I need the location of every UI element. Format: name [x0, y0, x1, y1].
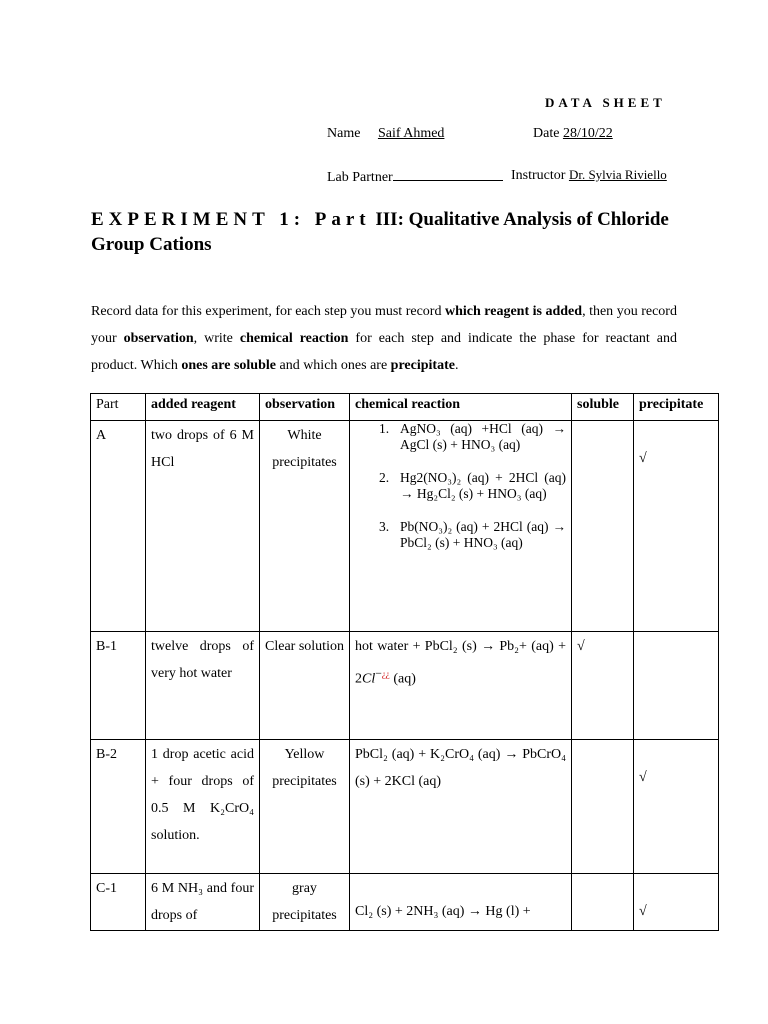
header-part: Part	[91, 394, 146, 421]
cell-reagent: 1 drop acetic acid + four drops of 0.5 M K₂CrO₄ solution.	[146, 740, 260, 874]
cell-observation: gray precipitates	[260, 874, 350, 931]
intro-bold: which reagent is added	[444, 304, 583, 319]
reaction-text: Pb(NO₃)₂ (aq) + 2HCl (aq) → PbCl₂ (s) + HNO₃ (aq)	[400, 519, 566, 550]
intro-text: , write	[193, 331, 240, 346]
cell-soluble	[572, 740, 634, 874]
cell-reaction: PbCl₂ (aq) + K₂CrO₄ (aq) → PbCrO₄ (s) + 2KCl (aq)	[350, 740, 572, 874]
experiment-title	[91, 207, 711, 257]
header-observation: observation	[260, 394, 350, 421]
data-table	[90, 393, 719, 931]
intro-text: for each step and indicate the phase for reactant and product. Which	[91, 331, 678, 373]
name-value: Saif Ahmed	[377, 126, 445, 141]
cell-reagent: 6 M NH₃ and four drops of	[146, 874, 260, 931]
table-row	[91, 874, 719, 931]
cell-soluble-check: √	[572, 632, 634, 740]
name-label: Name	[327, 126, 361, 141]
intro-bold: ones are soluble	[181, 358, 276, 373]
reaction-text: (aq)	[389, 671, 416, 687]
table-row	[91, 632, 719, 740]
header-added-reagent: added reagent	[146, 394, 260, 421]
reaction-ion: Cl	[362, 671, 376, 687]
cell-soluble	[572, 874, 634, 931]
instructor-label: Instructor	[511, 168, 566, 183]
intro-text: , then you record your	[91, 304, 677, 346]
name-line	[327, 126, 444, 142]
instructor-value: Dr. Sylvia Riviello	[568, 167, 667, 182]
cell-part: B-2	[91, 740, 146, 874]
reaction-marker: ¿¿	[381, 669, 390, 679]
header-soluble: soluble	[572, 394, 634, 421]
cell-reagent: two drops of 6 M HCl	[146, 421, 260, 632]
experiment-title-spaced: EXPERIMENT 1: Part	[91, 209, 371, 230]
reaction-item	[355, 421, 566, 453]
cell-precipitate-check: √	[634, 421, 719, 632]
cell-reaction: Cl₂ (s) + 2NH₃ (aq) → Hg (l) +	[350, 874, 572, 931]
cell-reaction	[350, 421, 572, 632]
intro-bold: observation	[123, 331, 194, 346]
lab-partner-line	[327, 167, 503, 186]
reaction-number: 2.	[379, 470, 390, 485]
lab-partner-label: Lab Partner	[327, 170, 393, 185]
experiment-title-rest: III: Qualitative Analysis of Chloride Group Cations	[91, 209, 669, 255]
table-row	[91, 421, 719, 632]
instructions-paragraph	[91, 298, 677, 379]
cell-soluble	[572, 421, 634, 632]
intro-bold: precipitate	[390, 358, 455, 373]
intro-text: and which ones are	[275, 358, 391, 373]
data-sheet-title: DATA SHEET	[545, 95, 666, 110]
cell-precipitate	[634, 632, 719, 740]
cell-reaction	[350, 632, 572, 740]
reaction-text: hot water + PbCl₂ (s) → Pb₂+ (aq) + 2	[355, 639, 566, 687]
intro-text: Record data for this experiment, for each step you must record	[91, 304, 445, 319]
lab-partner-blank	[393, 167, 503, 181]
reaction-item	[355, 470, 566, 502]
reaction-number: 3.	[379, 519, 390, 534]
date-value: 28/10/22	[562, 126, 613, 141]
instructor-line	[511, 167, 667, 184]
cell-reagent: twelve drops of very hot water	[146, 632, 260, 740]
reaction-item	[355, 519, 566, 551]
cell-observation: White precipitates	[260, 421, 350, 632]
cell-observation: Clear solution	[260, 632, 350, 740]
cell-precipitate-check: √	[634, 874, 719, 931]
intro-text: .	[454, 358, 459, 373]
header-chemical-reaction: chemical reaction	[350, 394, 572, 421]
header-precipitate: precipitate	[634, 394, 719, 421]
table-row	[91, 740, 719, 874]
reaction-text: AgNO₃ (aq) +HCl (aq) → AgCl (s) + HNO₃ (aq)	[400, 421, 566, 452]
cell-observation: Yellow precipitates	[260, 740, 350, 874]
intro-bold: chemical reaction	[239, 331, 349, 346]
cell-part: C-1	[91, 874, 146, 931]
cell-part: A	[91, 421, 146, 632]
reaction-list	[355, 421, 566, 551]
date-line	[533, 126, 613, 142]
reaction-number: 1.	[379, 421, 390, 436]
table-header-row	[91, 394, 719, 421]
reaction-charge: −	[375, 667, 382, 680]
date-label: Date	[533, 126, 560, 141]
cell-part: B-1	[91, 632, 146, 740]
cell-precipitate-check: √	[634, 740, 719, 874]
reaction-text: Hg2(NO₃)₂ (aq) + 2HCl (aq) → Hg₂Cl₂ (s) + HNO₃ (aq)	[400, 470, 566, 501]
